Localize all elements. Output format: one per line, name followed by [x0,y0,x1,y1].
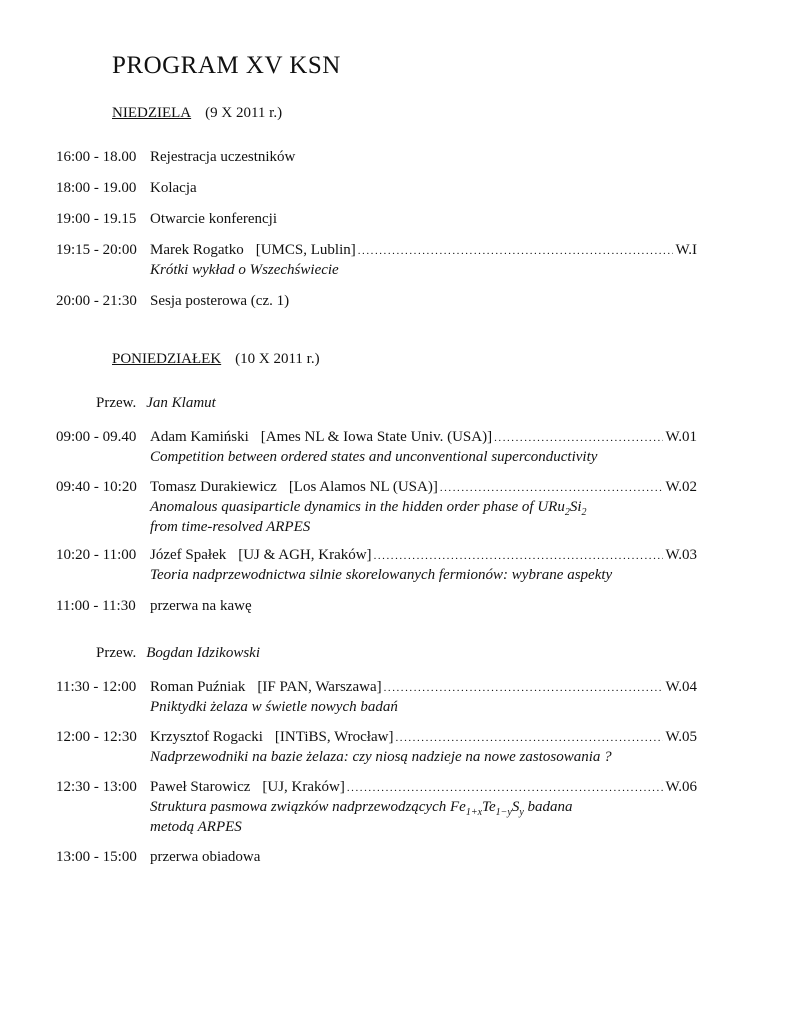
day-name: PONIEDZIAŁEK [112,351,222,367]
page-title: PROGRAM XV KSN [112,52,341,79]
session-chair [96,645,260,662]
time-slot: 09:40 - 10:20 [56,479,137,495]
speaker-affiliation: [IF PAN, Warszawa] [257,679,382,695]
talk-code: W.05 [665,729,697,745]
speaker-affiliation: [UMCS, Lublin] [255,242,356,258]
talk-title: Struktura pasmowa związków nadprzewodzących $Fe_{1+x}Te_{1-y}S_y$ badana [150,799,573,818]
talk-title: Competition between ordered states and unconventional superconductivity [150,449,598,465]
time-slot: 12:30 - 13:00 [56,779,137,795]
talk-code: W.I [675,242,697,258]
talk-title: Anomalous quasiparticle dynamics in the hidden order phase of $URu_2Si_2$ [150,499,587,518]
time-slot: 11:00 - 11:30 [56,598,136,614]
talk-code: W.04 [665,679,697,695]
talk-code: W.06 [665,779,697,795]
speaker-affiliation: [Los Alamos NL (USA)] [288,479,438,495]
speaker-name: Józef Spałek [150,547,227,563]
time-slot: 13:00 - 15:00 [56,849,137,865]
time-slot: 09:00 - 09.40 [56,429,137,445]
day-heading-sunday [112,105,282,122]
talk-title: Pniktydki żelaza w świetle nowych badań [150,699,398,715]
speaker-name: Roman Puźniak [150,679,246,695]
time-slot: 19:15 - 20:00 [56,242,137,258]
speaker-name: Marek Rogatko [150,242,244,258]
time-slot: 11:30 - 12:00 [56,679,137,695]
speaker-affiliation: [Ames NL & Iowa State Univ. (USA)] [260,429,493,445]
speaker-name: Krzysztof Rogacki [150,729,263,745]
talk-title: Teoria nadprzewodnictwa silnie skorelowanych fermionów: wybrane aspekty [150,567,613,583]
time-slot: 10:20 - 11:00 [56,547,137,563]
time-slot: 20:00 - 21:30 [56,293,137,309]
dot-leader [384,676,664,699]
day-date: (10 X 2011 r.) [235,351,320,367]
chair-name: Jan Klamut [146,395,216,411]
event-text: Sesja posterowa (cz. 1) [150,293,290,309]
speaker-affiliation: [UJ & AGH, Kraków] [238,547,372,563]
day-name: NIEDZIELA [112,105,192,121]
speaker-affiliation: [UJ, Kraków] [262,779,345,795]
session-chair [96,395,216,412]
event-text: przerwa na kawę [150,598,252,614]
chair-label: Przew. [96,645,137,661]
time-slot: 18:00 - 19.00 [56,180,137,196]
talk-code: W.01 [665,429,697,445]
talk-code: W.03 [665,547,697,563]
chair-label: Przew. [96,395,137,411]
time-slot: 19:00 - 19.15 [56,211,137,227]
time-slot: 12:00 - 12:30 [56,729,137,745]
dot-leader [358,239,674,262]
event-text: Otwarcie konferencji [150,211,278,227]
day-heading-monday [112,351,320,368]
talk-title: Krótki wykład o Wszechświecie [150,262,339,278]
event-text: Rejestracja uczestników [150,149,296,165]
talk-code: W.02 [665,479,697,495]
speaker-name: Paweł Starowicz [150,779,251,795]
chair-name: Bogdan Idzikowski [146,645,261,661]
talk-title-continued: metodą ARPES [150,819,242,835]
event-text: Kolacja [150,180,197,196]
time-slot: 16:00 - 18.00 [56,149,137,165]
speaker-affiliation: [INTiBS, Wrocław] [274,729,394,745]
talk-title-continued: from time-resolved ARPES [150,519,311,535]
day-date: (9 X 2011 r.) [205,105,283,121]
speaker-name: Tomasz Durakiewicz [150,479,277,495]
talk-title: Nadprzewodniki na bazie żelaza: czy niosą nadzieje na nowe zastosowania ? [150,749,612,765]
event-text: przerwa obiadowa [150,849,261,865]
speaker-name: Adam Kamiński [150,429,249,445]
